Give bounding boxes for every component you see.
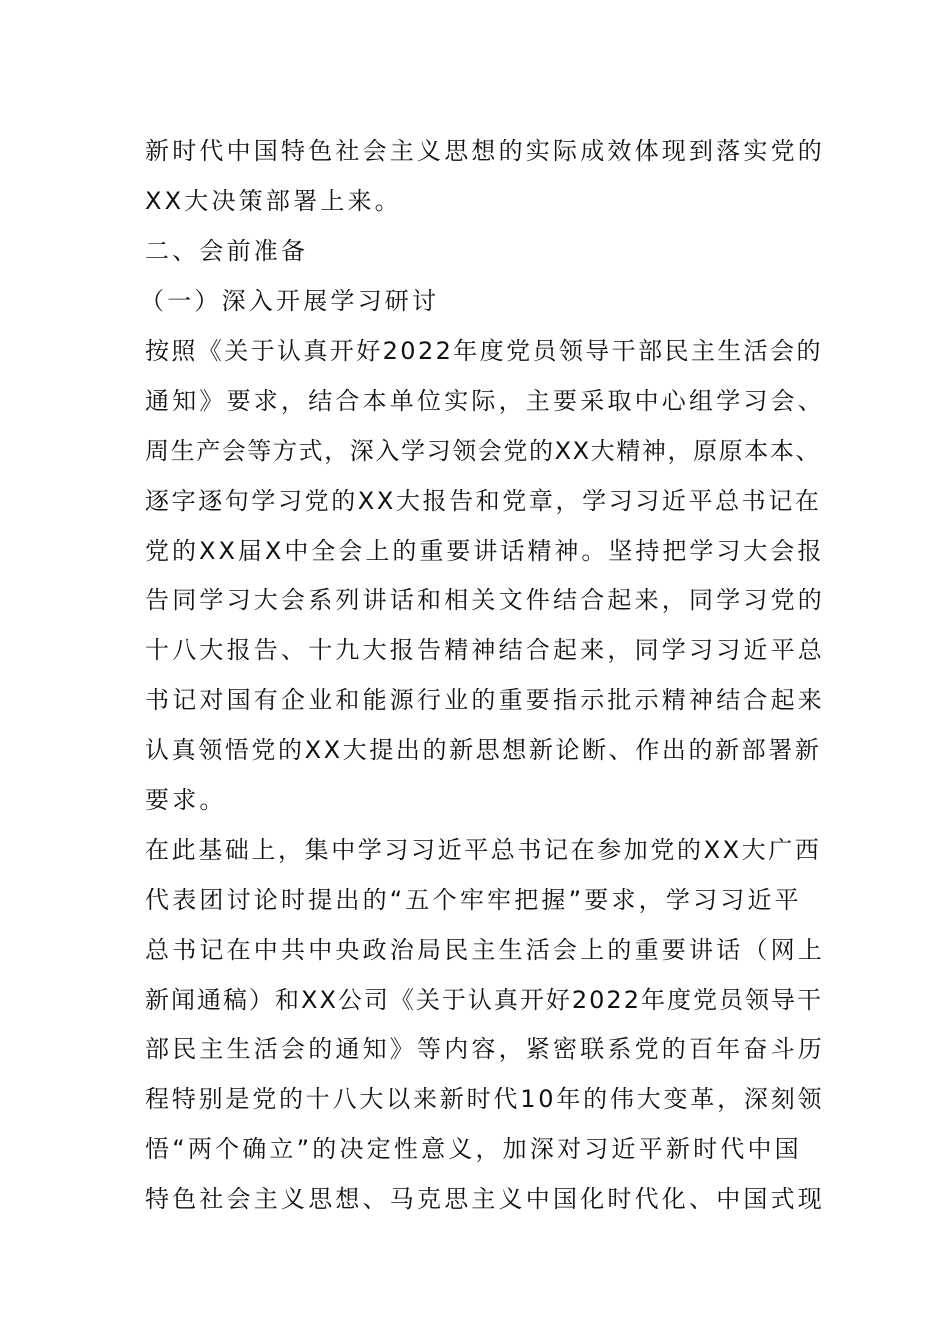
text-line: XX大决策部署上来。 bbox=[145, 187, 402, 215]
section-heading: 二、会前准备 bbox=[145, 237, 309, 265]
text-line: 通知》要求，结合本单位实际，主要采取中心组学习会、 bbox=[145, 387, 825, 415]
text-line: 代表团讨论时提出的“五个牢牢把握”要求，学习习近平 bbox=[145, 886, 802, 914]
text-line: 认真领悟党的XX大提出的新思想新论断、作出的新部署新 bbox=[145, 736, 822, 764]
text-line: 书记对国有企业和能源行业的重要指示批示精神结合起来 bbox=[145, 686, 825, 714]
text-line: 程特别是党的十八大以来新时代10年的伟大变革，深刻领 bbox=[145, 1085, 825, 1113]
text-line: 逐字逐句学习党的XX大报告和党章，学习习近平总书记在 bbox=[145, 487, 822, 515]
text-line: 新闻通稿）和XX公司《关于认真开好2022年度党员领导干 bbox=[145, 986, 823, 1014]
text-line: 按照《关于认真开好2022年度党员领导干部民主生活会的 bbox=[145, 337, 823, 365]
text-line: 在此基础上，集中学习习近平总书记在参加党的XX大广西 bbox=[145, 836, 822, 864]
text-line: 部民主生活会的通知》等内容，紧密联系党的百年奋斗历 bbox=[145, 1035, 825, 1063]
text-line: 特色社会主义思想、马克思主义中国化时代化、中国式现 bbox=[145, 1185, 825, 1213]
text-line: 党的XX届X中全会上的重要讲话精神。坚持把学习大会报 bbox=[145, 537, 825, 565]
text-line: 告同学习大会系列讲话和相关文件结合起来，同学习党的 bbox=[145, 586, 825, 614]
text-line: 要求。 bbox=[145, 786, 227, 814]
text-line: 周生产会等方式，深入学习领会党的XX大精神，原原本本、 bbox=[145, 437, 822, 465]
text-line: 悟“两个确立”的决定性意义，加深对习近平新时代中国 bbox=[145, 1135, 802, 1163]
text-line: 总书记在中共中央政治局民主生活会上的重要讲话（网上 bbox=[145, 936, 825, 964]
subsection-heading: （一）深入开展学习研讨 bbox=[140, 287, 440, 315]
text-line: 十八大报告、十九大报告精神结合起来，同学习习近平总 bbox=[145, 636, 825, 664]
text-line: 新时代中国特色社会主义思想的实际成效体现到落实党的 bbox=[145, 137, 825, 165]
